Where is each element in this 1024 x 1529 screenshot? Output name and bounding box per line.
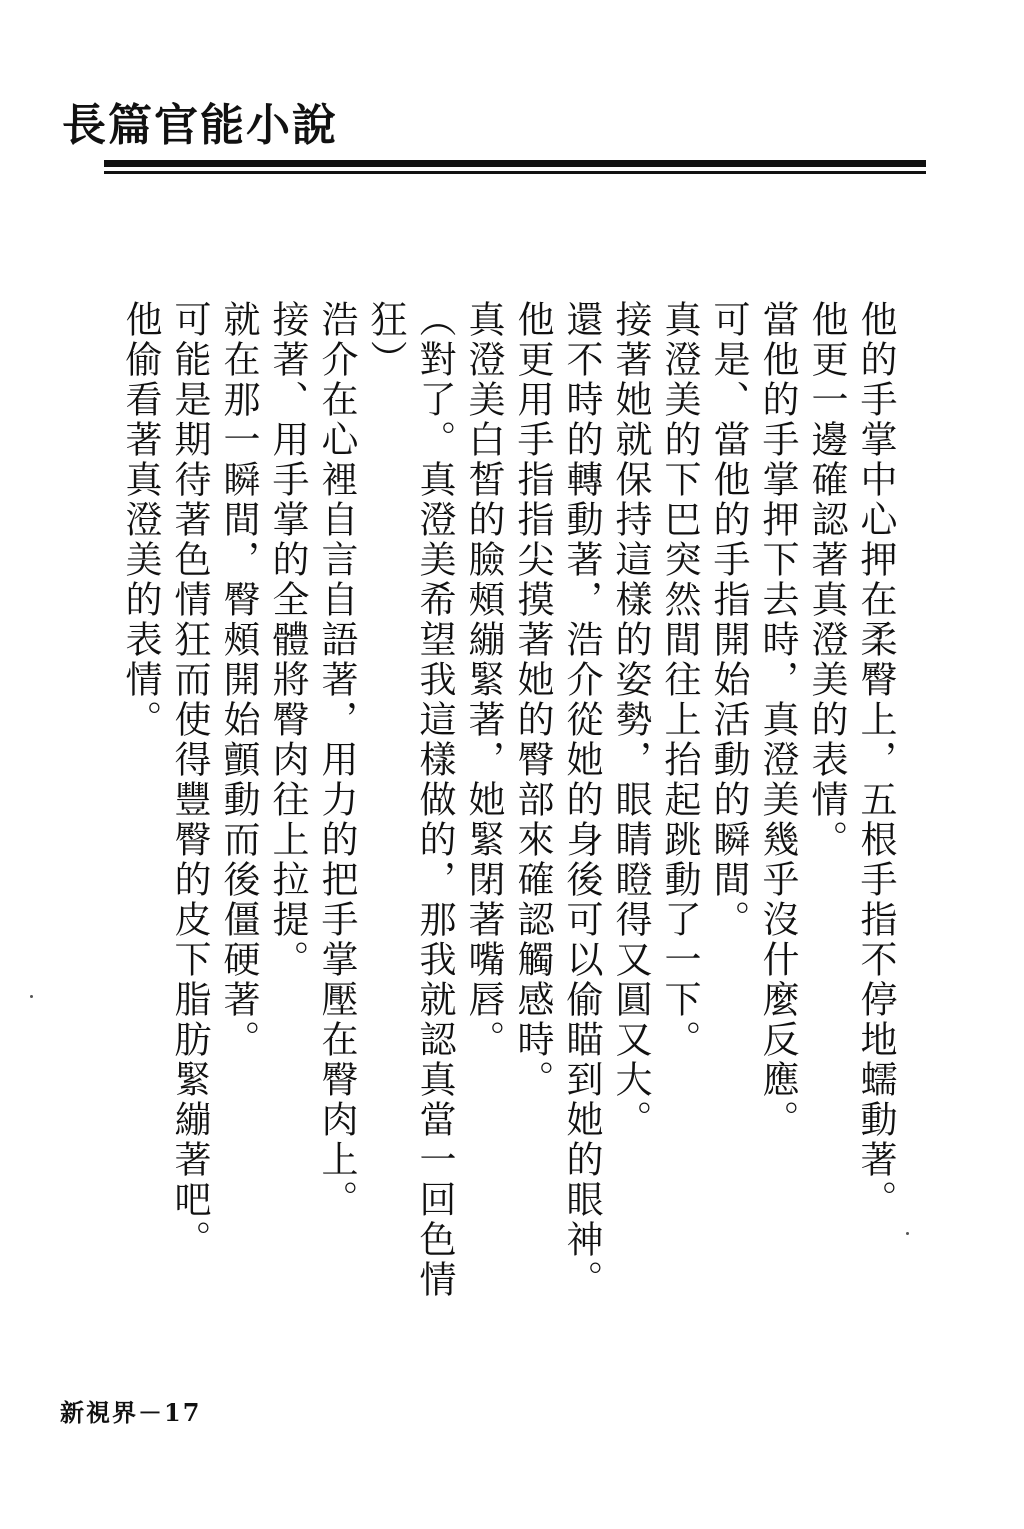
paragraph-10: （對了。真澄美希望我這樣做的，那我就認真當一回色情狂） (364, 300, 456, 1300)
header-rule-thick (104, 160, 926, 167)
paragraph-15: 他偷看著真澄美的表情。 (119, 300, 162, 740)
paragraph-4: 可是、當他的手指開始活動的瞬間。 (707, 300, 750, 940)
paragraph-13: 就在那一瞬間，臀頰開始顫動而後僵硬著。 (217, 300, 260, 1060)
paragraph-5: 真澄美的下巴突然間往上抬起跳動了一下。 (658, 300, 701, 1060)
body-text (119, 300, 900, 1320)
paragraph-6: 接著她就保持這樣的姿勢，眼睛瞪得又圓又大。 (609, 300, 652, 1140)
header-rule-thin (104, 171, 926, 174)
page-header-title: 長篇官能小說 (62, 100, 338, 151)
paragraph-8: 他更用手指指尖摸著她的臀部來確認觸感時。 (511, 300, 554, 1100)
paragraph-12: 接著、用手掌的全體將臀肉往上拉提。 (266, 300, 309, 980)
paragraph-3: 當他的手掌押下去時，真澄美幾乎沒什麼反應。 (756, 300, 799, 1140)
paragraph-11: 浩介在心裡自言自語著，用力的把手掌壓在臀肉上。 (315, 300, 358, 1220)
page-footer-label: 新視界－17 (60, 1398, 202, 1427)
scan-speck (906, 1232, 909, 1235)
paragraph-1: 他的手掌中心押在柔臀上，五根手指不停地蠕動著。 (854, 300, 897, 1220)
scan-speck (30, 995, 33, 998)
paragraph-9: 真澄美白皙的臉頰繃緊著，她緊閉著嘴唇。 (462, 300, 505, 1060)
paragraph-14: 可能是期待著色情狂而使得豐臀的皮下脂肪緊繃著吧。 (168, 300, 211, 1260)
paragraph-7: 還不時的轉動著，浩介從她的身後可以偷瞄到她的眼神。 (560, 300, 603, 1300)
paragraph-2: 他更一邊確認著真澄美的表情。 (805, 300, 848, 860)
